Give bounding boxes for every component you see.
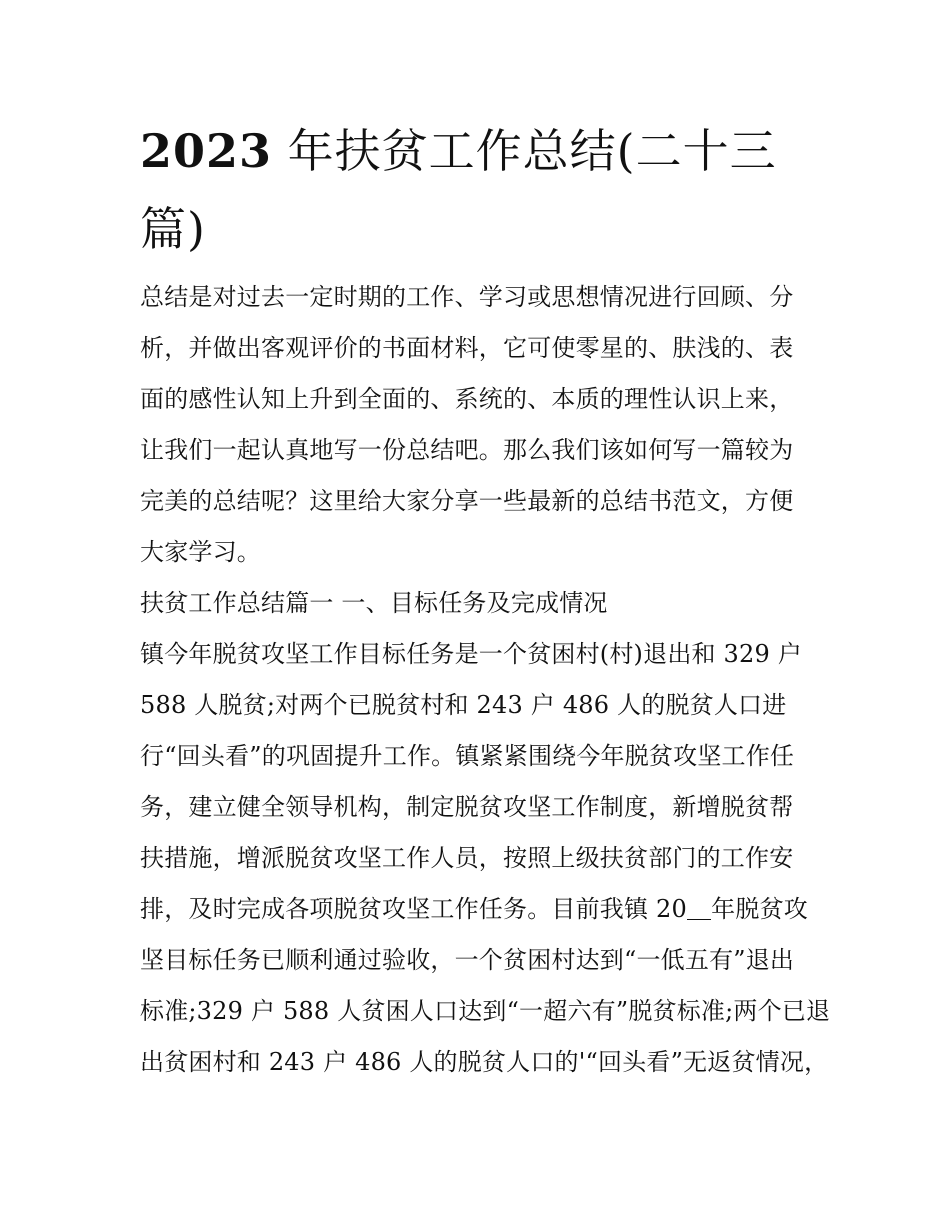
title-line1-rest: 年扶贫工作总结(二十三 bbox=[272, 124, 777, 178]
body-line: 面的感性认知上升到全面的、系统的、本质的理性认识上来， bbox=[140, 385, 794, 413]
body-line: 镇今年脱贫攻坚工作目标任务是一个贫困村(村)退出和 329 户 bbox=[140, 640, 802, 668]
document-title bbox=[140, 112, 820, 268]
body-line: 大家学习。 bbox=[140, 538, 261, 566]
section-heading: 扶贫工作总结篇一 一、目标任务及完成情况 bbox=[140, 589, 608, 617]
body-line: 完美的总结呢？这里给大家分享一些最新的总结书范文，方便 bbox=[140, 487, 794, 515]
body-line: 出贫困村和 243 户 486 人的脱贫人口的'“回头看”无返贫情况， bbox=[140, 1048, 829, 1076]
body-line: 析，并做出客观评价的书面材料，它可使零星的、肤浅的、表 bbox=[140, 334, 794, 362]
body-line: 让我们一起认真地写一份总结吧。那么我们该如何写一篇较为 bbox=[140, 436, 794, 464]
body-line: 务，建立健全领导机构，制定脱贫攻坚工作制度，新增脱贫帮 bbox=[140, 793, 794, 821]
body-line: 588 人脱贫;对两个已脱贫村和 243 户 486 人的脱贫人口进 bbox=[140, 691, 787, 719]
title-year: 2023 bbox=[140, 124, 273, 178]
body-line: 排，及时完成各项脱贫攻坚工作任务。目前我镇 20＿年脱贫攻 bbox=[140, 895, 808, 923]
body-line: 坚目标任务已顺利通过验收，一个贫困村达到“一低五有”退出 bbox=[140, 946, 795, 974]
body-line: 标准;329 户 588 人贫困人口达到“一超六有”脱贫标准;两个已退 bbox=[140, 997, 831, 1025]
body-line: 总结是对过去一定时期的工作、学习或思想情况进行回顾、分 bbox=[140, 283, 794, 311]
document-body bbox=[140, 272, 831, 1088]
body-line: 行“回头看”的巩固提升工作。镇紧紧围绕今年脱贫攻坚工作任 bbox=[140, 742, 795, 770]
body-line: 扶措施，增派脱贫攻坚工作人员，按照上级扶贫部门的工作安 bbox=[140, 844, 794, 872]
title-line2: 篇) bbox=[140, 202, 206, 256]
